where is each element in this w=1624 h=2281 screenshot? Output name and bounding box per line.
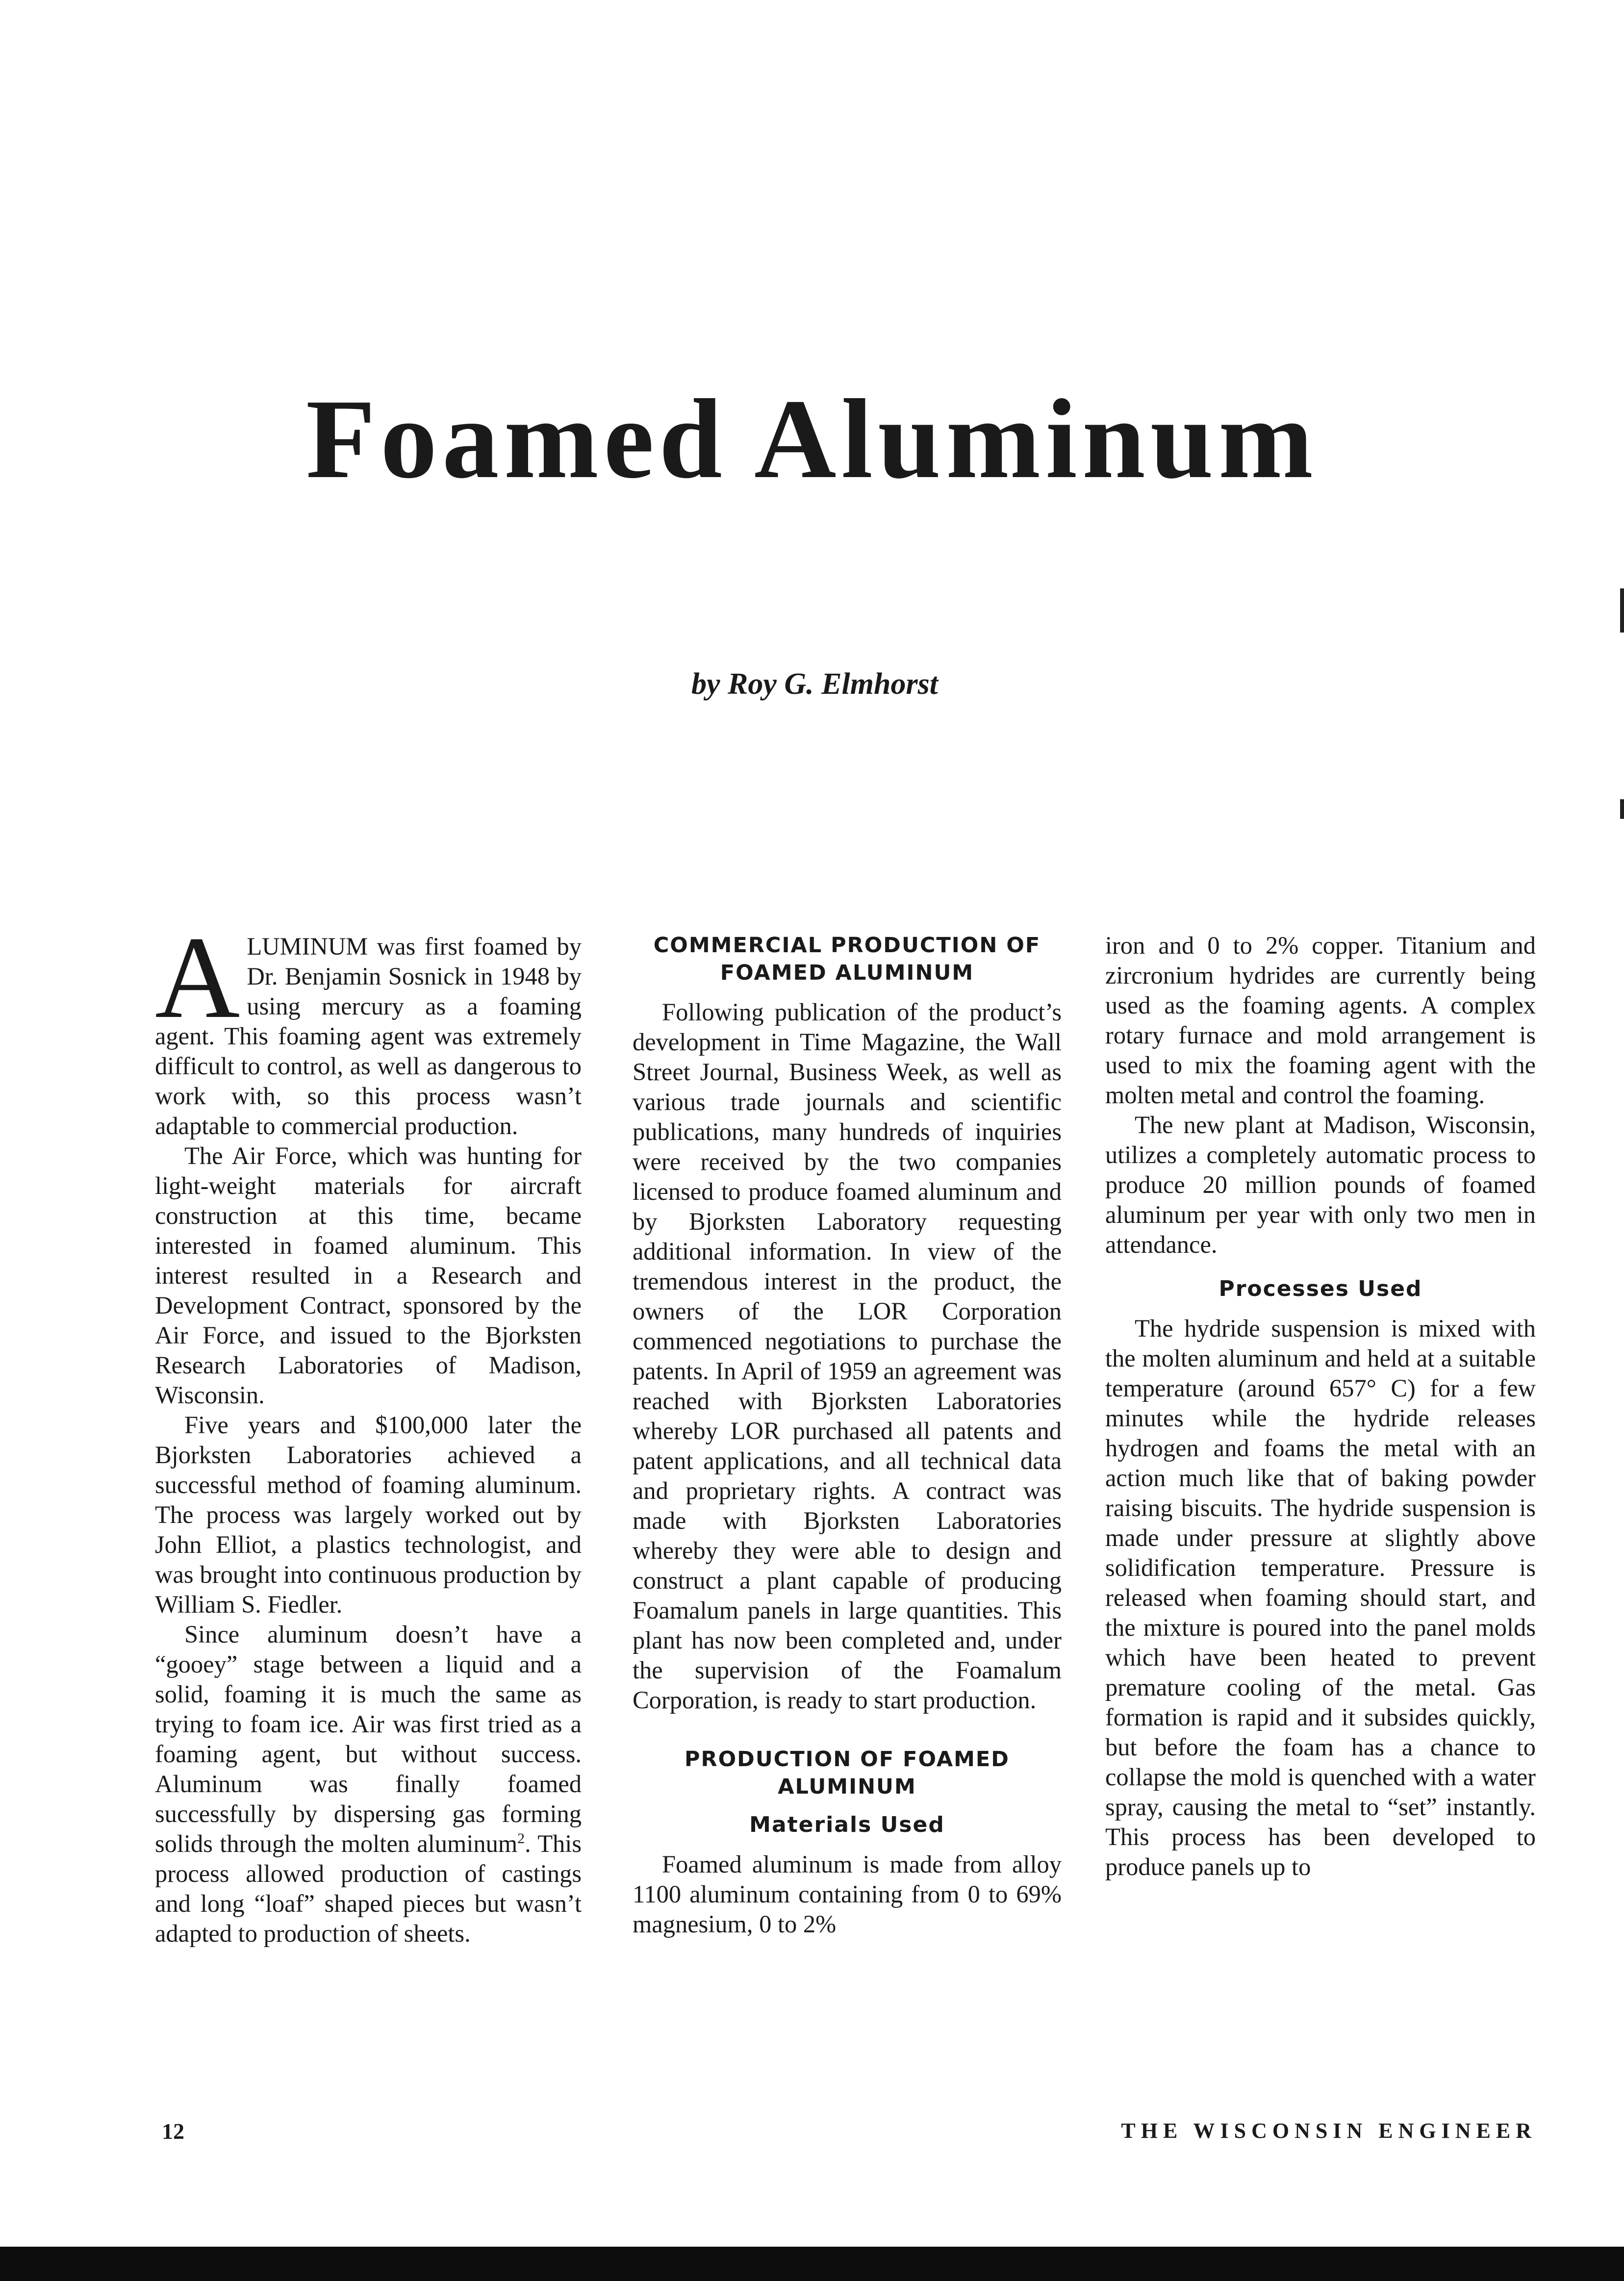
paragraph-text: . This process allowed production of castings and long “loaf” shaped pieces but wasn’t adapted to production of sheets. xyxy=(155,1830,582,1947)
paragraph: Following publication of the product’s development in Time Magazine, the Wall Street Journal, Business Week, as well as various trade journals and scientific publications, many hundreds of inquiries were received by the two companies licensed to produce foamed aluminum and by Bjorksten Laboratory requesting additional information. In view of the tremendous interest in the product, the owners of the LOR Corporation commenced negotiations to purchase the patents. In April of 1959 an agreement was reached with Bjorksten Laboratories whereby LOR purchased all patents and patent applications, and all technical data and proprietary rights. A contract was made with Bjorksten Laboratories whereby they were able to design and construct a plant capable of producing Foamalum panels in large quantities. This plant has now been completed and, under the supervision of the Foamalum Corporation, is ready to start production. xyxy=(633,998,1062,1714)
drop-cap: A xyxy=(155,912,240,1042)
paragraph: The hydride suspension is mixed with the molten aluminum and held at a suitable temperature (around 657° C) for a few minutes while the hydride releases hydrogen and foams the metal with an action much like that of baking powder raising biscuits. The hydride suspension is made under pressure at slightly above solidification temperature. Pressure is released when foaming should start, and the mixture is poured into the panel molds which have been heated to prevent premature cooling of the metal. Gas formation is rapid and it subsides quickly, but before the foam has a chance to collapse the mold is quenched with a water spray, causing the metal to “set” instantly. This process has been developed to produce panels up to xyxy=(1105,1315,1536,1880)
column-2 xyxy=(633,932,1062,1939)
scan-artifact xyxy=(1620,588,1624,633)
paragraph-text: Since aluminum doesn’t have a “gooey” stage between a liquid and a solid, foaming it is much the same as trying to foam ice. Air was first tried as a foaming agent, but without success. Aluminum was finally foamed successfully by dispersing gas forming solids through the molten aluminum xyxy=(155,1621,582,1857)
section-heading: PRODUCTION OF FOAMED ALUMINUM xyxy=(685,1747,1010,1799)
scan-edge xyxy=(0,2247,1624,2281)
paragraph: Foamed aluminum is made from alloy 1100 aluminum containing from 0 to 69% magnesium, 0 to 2% xyxy=(633,1850,1062,1938)
byline: by Roy G. Elmhorst xyxy=(691,667,938,701)
column-1 xyxy=(155,912,582,1949)
paragraph: Five years and $100,000 later the Bjorksten Laboratories achieved a successful method of foaming aluminum. The process was largely worked out by John Elliot, a plastics technologist, and was brought into continuous production by William S. Fiedler. xyxy=(155,1411,582,1618)
footnote-ref: 2 xyxy=(517,1830,525,1847)
section-heading: COMMERCIAL PRODUCTION OF FOAMED ALUMINUM xyxy=(653,933,1041,985)
page-number: 12 xyxy=(162,2119,184,2144)
column-3 xyxy=(1105,931,1536,1882)
scan-artifact xyxy=(1620,799,1624,819)
magazine-name: THE WISCONSIN ENGINEER xyxy=(1121,2119,1537,2143)
paragraph: The new plant at Madison, Wisconsin, utilizes a completely automatic process to produce 20 million pounds of foamed aluminum per year with only two men in attendance. xyxy=(1105,1111,1536,1258)
subsection-heading: Materials Used xyxy=(749,1812,945,1837)
paragraph-text: LUMINUM was first foamed by Dr. Benjamin Sosnick in 1948 by using mercury as a foaming agent. This foaming agent was extremely difficult to control, as well as dangerous to work with, so this process wasn’t adaptable to commercial production. xyxy=(155,933,582,1140)
paragraph xyxy=(155,912,582,1141)
paragraph: The Air Force, which was hunting for light-weight materials for aircraft construction at this time, became interested in foamed aluminum. This interest resulted in a Research and Development Contract, sponsored by the Air Force, and issued to the Bjorksten Research Laboratories of Madison, Wisconsin. xyxy=(155,1142,582,1409)
article-title: Foamed Aluminum xyxy=(305,376,1319,502)
paragraph: iron and 0 to 2% copper. Titanium and zircronium hydrides are currently being used as the foaming agents. A complex rotary furnace and mold arrangement is used to mix the foaming agent with the molten metal and control the foaming. xyxy=(1105,932,1536,1109)
paragraph xyxy=(155,1620,582,1949)
subsection-heading: Processes Used xyxy=(1218,1276,1422,1301)
